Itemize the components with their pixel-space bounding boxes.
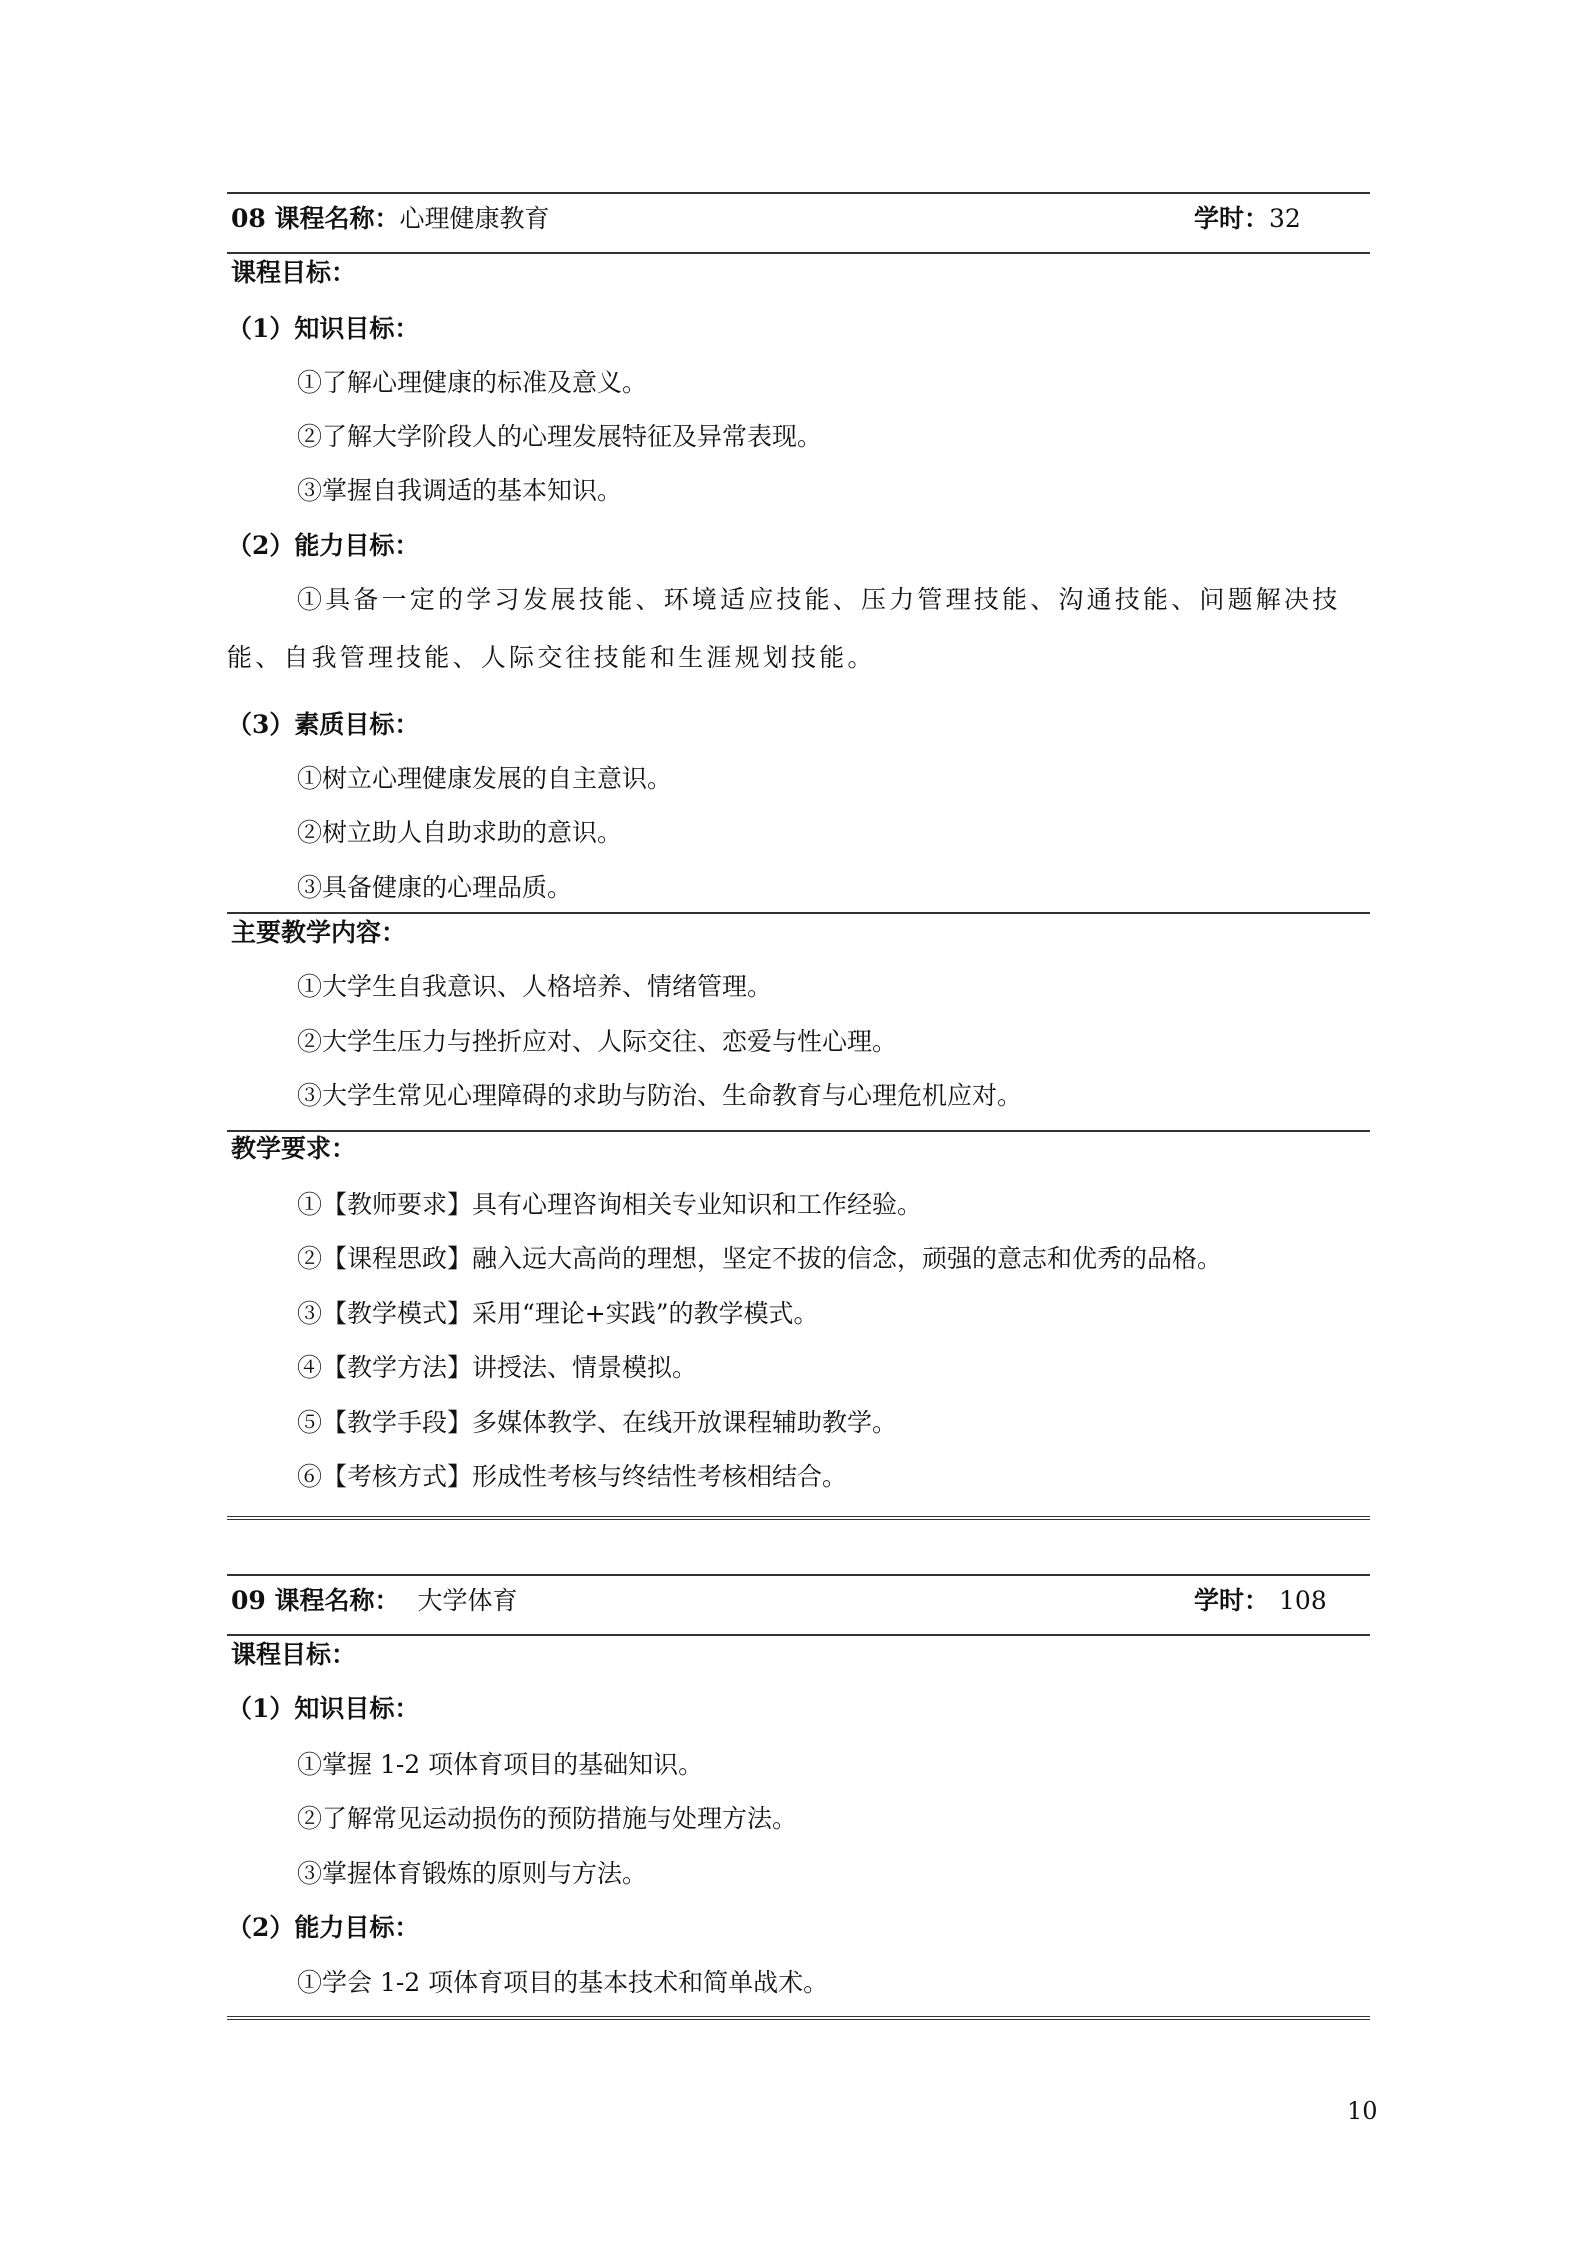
row-divider: [227, 1130, 1370, 1132]
list-item: ③具备健康的心理品质。: [297, 873, 573, 902]
list-item: ①树立心理健康发展的自主意识。: [297, 764, 673, 793]
table-bottom-rule: [227, 1516, 1370, 1522]
list-item: ③大学生常见心理障碍的求助与防治、生命教育与心理危机应对。: [297, 1081, 1023, 1110]
content-title: 主要教学内容：: [231, 918, 407, 947]
course-09-block: [227, 1572, 1370, 2022]
page-number: 10: [1347, 2097, 1378, 2125]
requirements-title: 教学要求：: [231, 1134, 357, 1163]
list-item: ①具备一定的学习发展技能、环境适应技能、压力管理技能、沟通技能、问题解决技能、自我管理技能、人际交往技能和生涯规划技能。: [227, 585, 1341, 672]
table-top-rule: [227, 192, 1370, 194]
list-item: ①掌握 1-2 项体育项目的基础知识。: [297, 1750, 704, 1779]
list-item: ①了解心理健康的标准及意义。: [297, 368, 648, 397]
list-item: ⑥【考核方式】形成性考核与终结性考核相结合。: [297, 1462, 848, 1491]
hours-value: 108: [1279, 1586, 1327, 1615]
quality-title: （3）素质目标：: [227, 710, 420, 739]
list-item: ②了解大学阶段人的心理发展特征及异常表现。: [297, 422, 823, 451]
list-item: ⑤【教学手段】多媒体教学、在线开放课程辅助教学。: [297, 1408, 898, 1437]
hours-label: 学时：: [1194, 1586, 1270, 1615]
course-number-label: 09 课程名称：: [231, 1586, 400, 1615]
ability-title: （2）能力目标：: [227, 1913, 420, 1942]
list-item: ①【教师要求】具有心理咨询相关专业知识和工作经验。: [297, 1190, 923, 1219]
list-item: ②树立助人自助求助的意识。: [297, 818, 623, 847]
list-item: ②大学生压力与挫折应对、人际交往、恋爱与性心理。: [297, 1027, 898, 1056]
knowledge-title: （1）知识目标：: [227, 314, 420, 343]
row-divider: [227, 1634, 1370, 1636]
list-item: ①学会 1-2 项体育项目的基本技术和简单战术。: [297, 1968, 829, 1997]
row-divider: [227, 912, 1370, 914]
list-item: ①大学生自我意识、人格培养、情绪管理。: [297, 972, 773, 1001]
hours-value: 32: [1269, 204, 1301, 233]
course-08-block: [227, 190, 1370, 1530]
goals-title: 课程目标：: [231, 258, 357, 287]
list-item: ③掌握自我调适的基本知识。: [297, 476, 623, 505]
course-header: [227, 204, 1370, 234]
table-bottom-rule: [227, 2016, 1370, 2022]
list-item: ③【教学模式】采用“理论+实践”的教学模式。: [297, 1299, 819, 1328]
list-item: ②了解常见运动损伤的预防措施与处理方法。: [297, 1804, 798, 1833]
course-name: 大学体育: [417, 1586, 518, 1615]
table-top-rule: [227, 1574, 1370, 1576]
list-item: ②【课程思政】融入远大高尚的理想，坚定不拔的信念，顽强的意志和优秀的品格。: [297, 1244, 1223, 1273]
knowledge-title: （1）知识目标：: [227, 1694, 420, 1723]
course-number-label: 08 课程名称：: [231, 204, 400, 233]
row-divider: [227, 252, 1370, 254]
ability-title: （2）能力目标：: [227, 531, 420, 560]
course-header: [227, 1586, 1370, 1616]
goals-title: 课程目标：: [231, 1640, 357, 1669]
hours-label: 学时：: [1194, 204, 1270, 233]
course-name: 心理健康教育: [399, 204, 550, 233]
list-item: ④【教学方法】讲授法、情景模拟。: [297, 1353, 698, 1382]
list-item: ③掌握体育锻炼的原则与方法。: [297, 1859, 648, 1888]
